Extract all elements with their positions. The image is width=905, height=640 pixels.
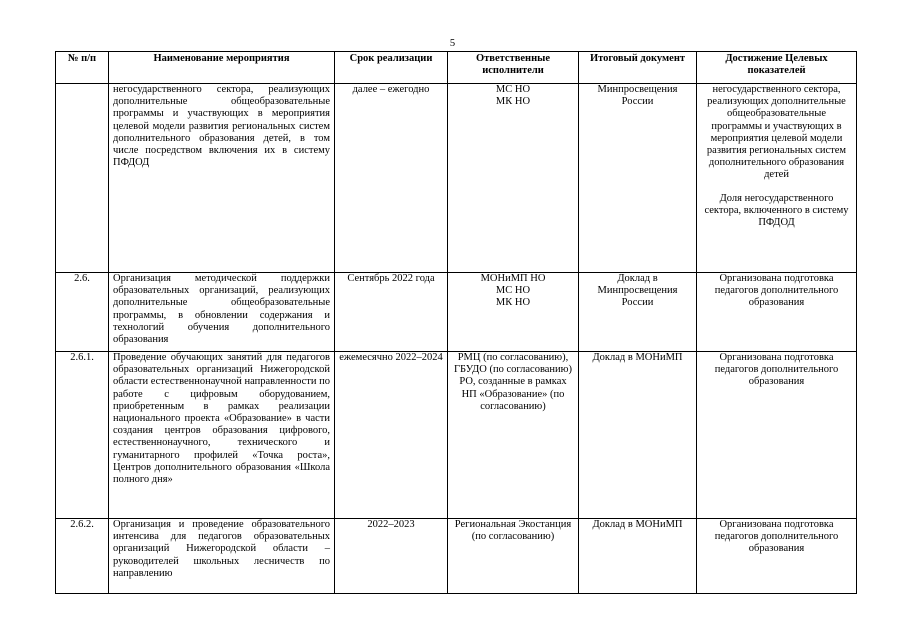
- activity-name: Организация и проведение образовательного интенсива для педагогов образовательных организаций Нижегородской области – руководителей школьных лесничеств по направлению: [109, 519, 335, 594]
- final-document: Доклад в МОНиМП: [579, 352, 697, 519]
- header-term: Срок реализации: [335, 52, 448, 84]
- executor: РМЦ (по согласованию),: [457, 352, 569, 363]
- executor: МОНиМП НО: [480, 273, 546, 284]
- row-number: 2.6.1.: [56, 352, 109, 519]
- executor: МС НО: [495, 285, 531, 297]
- table-row: [56, 84, 857, 273]
- target-text: Организована подготовка педагогов дополнительного образования: [714, 273, 839, 309]
- target-text: Организована подготовка педагогов дополнительного образования: [714, 352, 839, 388]
- targets: [697, 352, 857, 519]
- table-row: [56, 352, 857, 519]
- term: 2022–2023: [335, 519, 448, 594]
- targets: [697, 273, 857, 352]
- target-text: Доля негосударственного сектора, включенного в систему ПФДОД: [704, 192, 849, 229]
- target-text: негосударственного сектора, реализующих дополнительные общеобразовательные программы и участвующих в мероприятия целевой модели развития региональных систем дополнительного образования детей: [706, 84, 847, 181]
- executors: [448, 273, 579, 352]
- table-row: [56, 519, 857, 594]
- executors: [448, 519, 579, 594]
- executors: [448, 352, 579, 519]
- target-text: Организована подготовка педагогов дополнительного образования: [714, 519, 839, 555]
- executor: МК НО: [495, 297, 531, 309]
- header-final-document: Итоговый документ: [579, 52, 697, 84]
- targets: [697, 519, 857, 594]
- page-number: 5: [449, 38, 456, 49]
- final-document: Минпросвещения России: [579, 84, 697, 273]
- executor: Региональная Экостанция (по согласованию): [454, 519, 572, 543]
- final-document: Доклад в Минпросвещения России: [579, 273, 697, 352]
- row-number: 2.6.2.: [56, 519, 109, 594]
- header-number: № п/п: [56, 52, 109, 84]
- activity-name: Проведение обучающих занятий для педагогов образовательных организаций Нижегородской области естественнонаучной направленности по работе с цифровым оборудованием, приобретенным в рамках реализации национального проекта «Образование» в части создания центров образования цифрового, естественнонаучного, технического и гуманитарного профилей «Точка роста», Центров дополнительного образования «Школа полного дня»: [109, 352, 335, 519]
- executor: ГБУДО (по согласованию): [453, 364, 573, 376]
- activity-name: Организация методической поддержки образовательных организаций, реализующих дополнительные общеобразовательные программы, в обновлении содержания и технологий обучения дополнительного образования: [109, 273, 335, 352]
- header-targets: Достижение Целевых показателей: [697, 52, 857, 84]
- final-document: Доклад в МОНиМП: [579, 519, 697, 594]
- executor: РО, созданные в рамках НП «Образование» (по согласованию): [459, 376, 567, 412]
- executors: [448, 84, 579, 273]
- row-number: [56, 84, 109, 273]
- activities-table: [55, 51, 857, 594]
- header-executors: Ответственные исполнители: [448, 52, 579, 84]
- header-activity-name: Наименование мероприятия: [109, 52, 335, 84]
- term: ежемесячно 2022–2024: [335, 352, 448, 519]
- activity-name: негосударственного сектора, реализующих дополнительные общеобразовательные программы и участвующих в мероприятия целевой модели развития региональных систем дополнительного образования детей, в том числе посредством включения их в систему ПФДОД: [109, 84, 335, 273]
- row-number: 2.6.: [56, 273, 109, 352]
- targets: [697, 84, 857, 273]
- term: далее – ежегодно: [335, 84, 448, 273]
- table-header-row: [56, 52, 857, 84]
- executor: МС НО: [495, 84, 531, 95]
- term: Сентябрь 2022 года: [335, 273, 448, 352]
- executor: МК НО: [495, 96, 531, 108]
- table-row: [56, 273, 857, 352]
